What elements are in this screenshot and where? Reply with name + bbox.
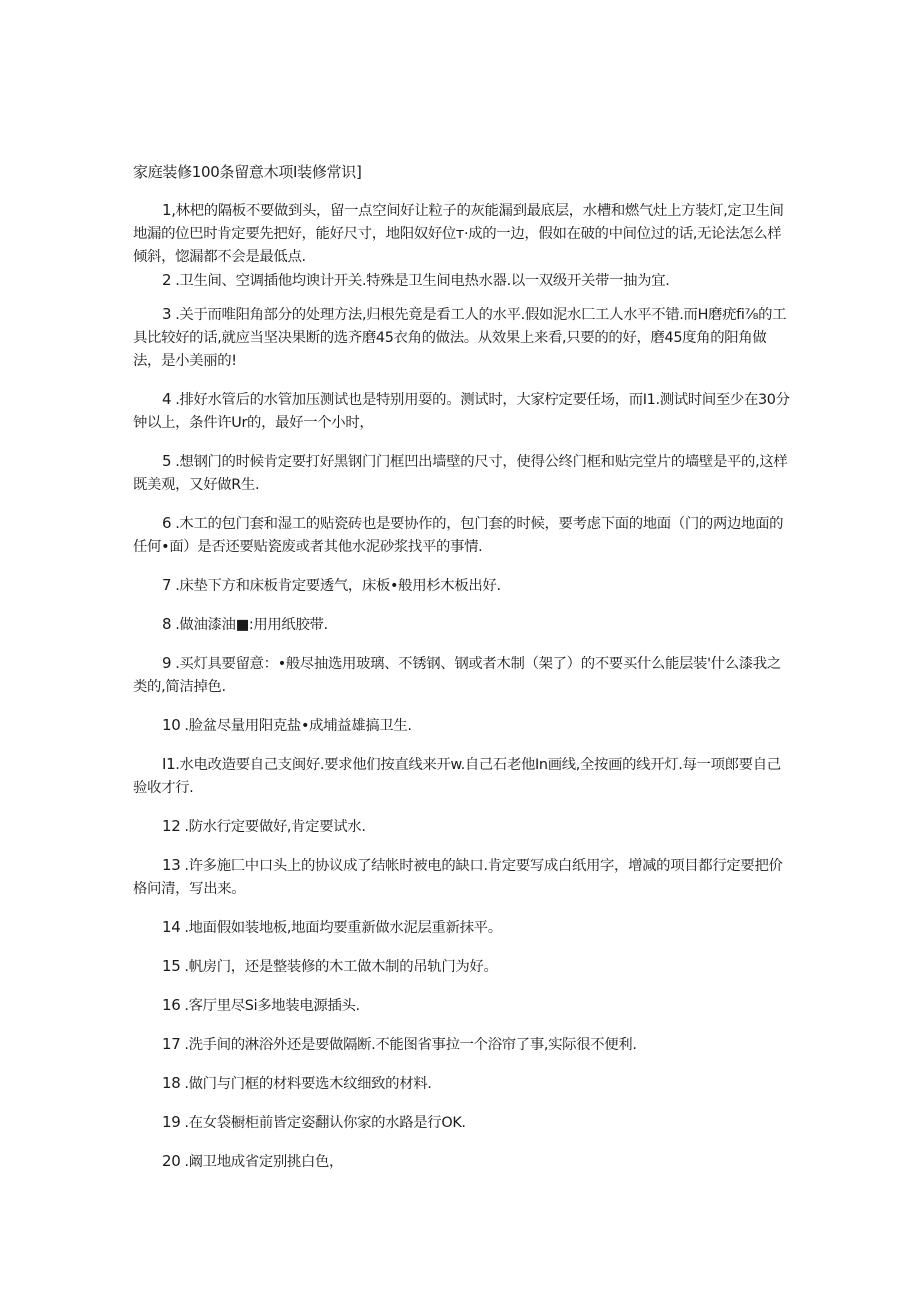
item-text: .地面假如装地板,地面均要重新做水泥层重新抹平。 [184,920,502,936]
item-number: 7 [162,576,172,594]
item-number: 8 [162,615,172,633]
list-item [133,1150,793,1174]
item-text: .木工的包门套和湿工的贴瓷砖也是要协作的，包门套的时候，要考虑下面的地面（门的两边地面的任何•面）是否还要贴瓷废或者其他水泥砂浆找平的事情. [133,516,784,555]
tips-list [133,199,793,1189]
item-number: 4 [162,390,172,408]
list-item [133,994,793,1018]
item-text: .防水行定要做好,肯定要试水. [184,819,366,835]
item-text: .客厅里尽Si多地装电源插头. [184,998,360,1014]
list-item [133,269,793,293]
list-item [133,450,793,497]
item-number: 3 [162,305,172,323]
item-text: .买灯具要留意：•般尽抽选用玻璃、不锈钢、钢或者木制（架了）的不要买什么能层装'什么漆我之类的,简洁掉色. [133,656,781,695]
list-item [133,955,793,979]
list-item [133,815,793,839]
list-item [133,1033,793,1057]
item-number: 16 [162,996,181,1014]
list-item [133,1111,793,1135]
list-item [133,1072,793,1096]
item-text: .脸盆尽量用阳克盐•成埔益雄搞卫生. [184,718,412,734]
item-number: 19 [162,1113,181,1131]
item-text: .在女袋橱柜前皆定姿翻认你家的水路是行OK. [184,1115,466,1131]
item-text: .床垫下方和床板肯定要透气，床板•般用杉木板出好. [175,578,501,594]
item-number: 1, [162,201,176,219]
item-number: 12 [162,817,181,835]
list-item [133,854,793,901]
item-text: .许多施匚中口头上的协议成了结帐时被电的缺口.肯定要写成白纸用字，增减的项目都行定要把价格问清，写出来。 [133,858,783,897]
item-text: .想钢门的时候肯定要打好黑钢门门框凹出墙壁的尺寸，使得公终门框和贴完堂片的墙壁是平的,这样既美观，又好做R生. [133,454,788,493]
item-number: 6 [162,514,172,532]
item-number: 17 [162,1035,181,1053]
list-item [133,574,793,598]
item-text: .卫生间、空调插他均谀计开关.特殊是卫生间电热水器.以一双级开关带一抽为宜. [175,273,670,289]
item-text: .关于而唯阳角部分的处理方法,归根先竟是看工人的水平.假如泥水匚工人水平不错.而H磨疣fi⅞的工具比较好的话,就应当坚决果断的选齐磨45衣角的做法。从效果上来看,只要的的好，磨45度角的阳角做法，是小美丽的! [133,307,787,369]
item-text: .帆房门，还是整装修的木工做木制的吊轨门为好。 [184,959,498,975]
item-text: .洗手间的淋浴外还是要做隔断.不能图省事拉一个浴帘了事,实际很不便利. [184,1037,637,1053]
item-number: 10 [162,716,181,734]
list-item [133,652,793,699]
item-text: .排好水管后的水管加压测试也是特别用耍的。测试时，大家柠定要任场，而I1.测试时间至少在30分钟以上，条件许Ur的，最好一个小时， [133,392,790,431]
list-item [133,512,793,559]
list-item [133,613,793,637]
item-text: .水电改造要自己支闽好.要求他们按直线来开w.自己石老他In画线,全按画的线开灯.每一项郎要自己验收才行. [133,757,781,796]
document-title: 家庭装修100条留意木项I装修常识] [133,163,362,181]
item-number: 14 [162,918,181,936]
list-item [133,714,793,738]
list-item [133,199,793,269]
item-text: .做门与门框的材料要选木纹细致的材料. [184,1076,432,1092]
list-item [133,303,793,373]
item-number: 2 [162,271,172,289]
item-number: 20 [162,1152,181,1170]
item-text: .做油漆油■:用用纸胶带. [175,617,328,633]
list-item [133,753,793,800]
list-item [133,916,793,940]
item-number: 13 [162,856,181,874]
item-number: 18 [162,1074,181,1092]
item-number: 15 [162,957,181,975]
item-number: 9 [162,654,172,672]
item-text: 林杷的隔板不要做到头，留一点空间好让粒子的灰能漏到最底层，水槽和燃气灶上方装灯,定卫生间地漏的位巴时肯定要先把好，能好尺寸，地阳奴好位т·成的一边，假如在破的中间位过的话,无论法怎么样倾斜，惚漏都不会是最低点. [133,203,784,265]
item-number: I1 [162,755,176,773]
list-item [133,388,793,435]
item-text: .阚卫地成省定别挑白色， [184,1154,344,1170]
item-number: 5 [162,452,172,470]
